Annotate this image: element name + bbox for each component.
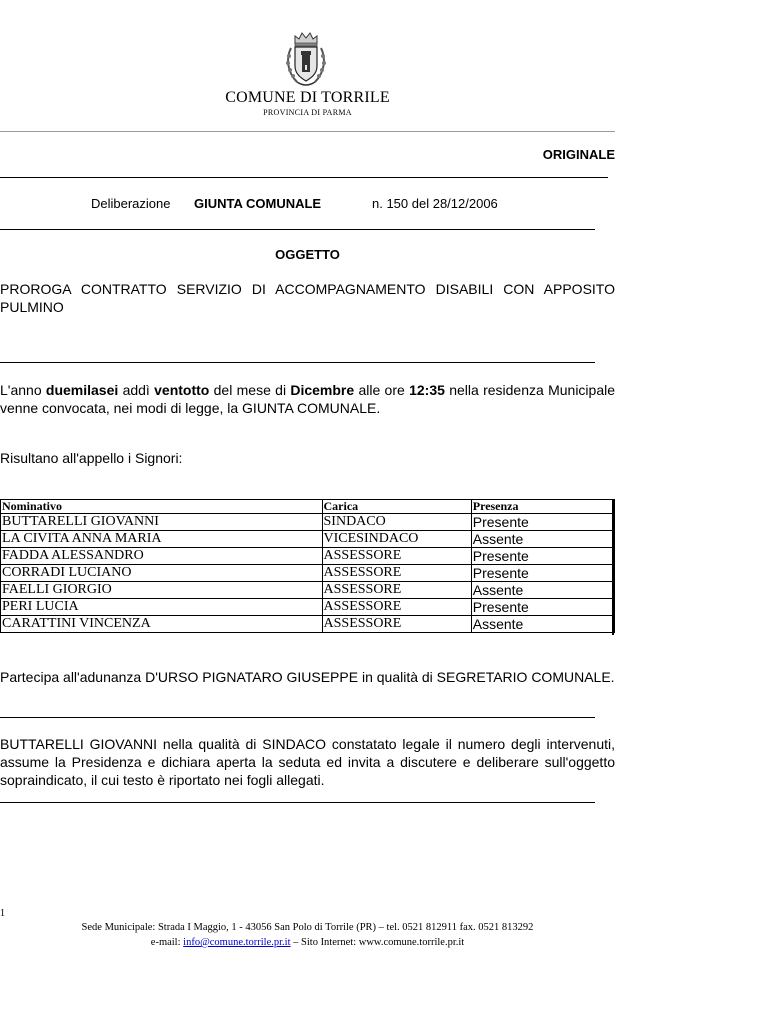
column-header-presence: Presenza: [471, 500, 614, 514]
column-header-name: Nominativo: [1, 500, 323, 514]
header-divider: [0, 131, 615, 132]
member-name: CARATTINI VINCENZA: [1, 616, 323, 633]
footer-address: Sede Municipale: Strada I Maggio, 1 - 43056 San Polo di Torrile (PR) – tel. 0521 812911 fax. 0521 813292: [81, 922, 534, 933]
town-name: COMUNE DI TORRILE: [225, 89, 390, 106]
deliberation-number-date: n. 150 del 28/12/2006: [372, 196, 498, 211]
meeting-month: Dicembre: [290, 382, 355, 398]
member-name: FADDA ALESSANDRO: [1, 548, 323, 565]
mayor-paragraph: BUTTARELLI GIOVANNI nella qualità di SINDACO constatato legale il numero degli intervenuti, assume la Presidenza e dichiara aperta la seduta ed invita a discutere e deliberare sull'oggetto sopraindicato, il cui testo è riportato nei fogli allegati.: [0, 736, 615, 788]
meeting-day: ventotto: [154, 382, 210, 398]
deliberation-label: Deliberazione: [91, 196, 171, 211]
divider: [0, 229, 595, 230]
table-header-row: [1, 500, 615, 514]
member-name: CORRADI LUCIANO: [1, 565, 323, 582]
footer-website: – Sito Internet: www.comune.torrile.pr.it: [290, 937, 465, 948]
member-name: BUTTARELLI GIOVANNI: [1, 514, 323, 531]
attendance-table: [0, 499, 615, 633]
member-presence: Presente: [471, 548, 614, 565]
member-presence: Assente: [471, 616, 614, 633]
table-row: [1, 616, 615, 633]
member-presence: Presente: [471, 565, 614, 582]
member-role: ASSESSORE: [322, 548, 471, 565]
member-presence: Presente: [471, 514, 614, 531]
footer-contact: e-mail: info@comune.torrile.pr.it – Sito Internet: www.comune.torrile.pr.it: [150, 937, 465, 948]
page-number: 1: [0, 908, 5, 919]
member-name: FAELLI GIORGIO: [1, 582, 323, 599]
member-role: ASSESSORE: [322, 599, 471, 616]
secretary-paragraph: Partecipa all'adunanza D'URSO PIGNATARO GIUSEPPE in qualità di SEGRETARIO COMUNALE.: [0, 669, 615, 685]
member-presence: Assente: [471, 531, 614, 548]
divider: [0, 802, 595, 803]
email-link[interactable]: info@comune.torrile.pr.it: [183, 937, 291, 948]
table-row: [1, 582, 615, 599]
table-row: [1, 531, 615, 548]
meeting-time: 12:35: [409, 382, 445, 398]
meeting-paragraph: L'anno duemilasei addì ventotto del mese di Dicembre alle ore 12:35 nella residenza Municipale venne convocata, nei modi di legge, la GIUNTA COMUNALE.: [0, 382, 616, 416]
member-role: ASSESSORE: [322, 616, 471, 633]
coat-of-arms-icon: [283, 30, 329, 88]
document-status: ORIGINALE: [542, 147, 615, 162]
table-row: [1, 548, 615, 565]
roll-call-text: Risultano all'appello i Signori:: [0, 450, 183, 466]
member-role: SINDACO: [322, 514, 471, 531]
subject-heading: OGGETTO: [275, 247, 340, 262]
meeting-year: duemilasei: [45, 382, 119, 398]
divider: [0, 362, 595, 363]
member-role: ASSESSORE: [322, 565, 471, 582]
subject-text: PROROGA CONTRATTO SERVIZIO DI ACCOMPAGNAMENTO DISABILI CON APPOSITO PULMINO: [0, 281, 615, 315]
table-row: [1, 514, 615, 531]
table-shadow: [612, 499, 614, 635]
member-name: PERI LUCIA: [1, 599, 323, 616]
divider: [0, 717, 595, 718]
member-presence: Assente: [471, 582, 614, 599]
province-name: PROVINCIA DI PARMA: [263, 108, 352, 117]
member-role: VICESINDACO: [322, 531, 471, 548]
member-presence: Presente: [471, 599, 614, 616]
column-header-role: Carica: [322, 500, 471, 514]
divider: [0, 177, 608, 178]
member-name: LA CIVITA ANNA MARIA: [1, 531, 323, 548]
member-role: ASSESSORE: [322, 582, 471, 599]
table-row: [1, 565, 615, 582]
table-row: [1, 599, 615, 616]
deliberation-body: GIUNTA COMUNALE: [194, 196, 322, 211]
